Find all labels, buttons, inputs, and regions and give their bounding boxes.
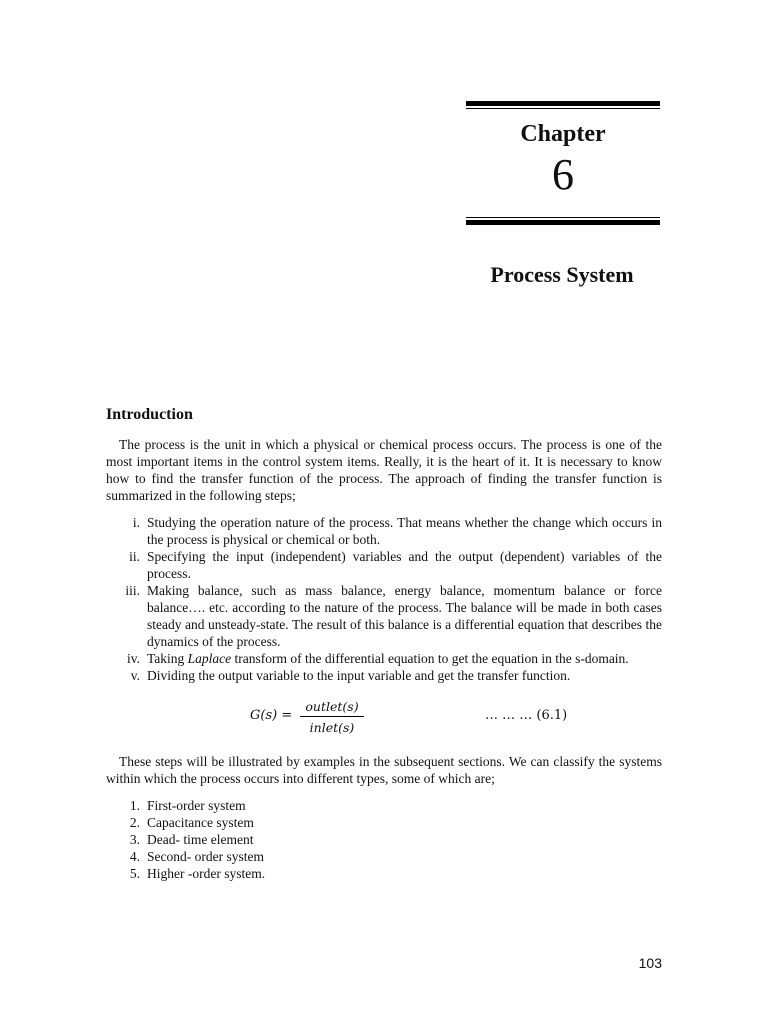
system-text: Second- order system: [147, 849, 264, 864]
step-text: [147, 650, 662, 667]
system-text: Dead- time element: [147, 832, 254, 847]
system-text: First-order system: [147, 798, 246, 813]
step-number: i.: [132, 515, 140, 530]
step-number: v.: [130, 668, 140, 683]
chapter-title: Process System: [490, 262, 634, 287]
list-item: [106, 548, 662, 582]
step-number: iii.: [125, 583, 140, 598]
step-text: Dividing the output variable to the input variable and get the transfer function.: [147, 668, 571, 683]
list-item: [106, 667, 662, 684]
list-item: [106, 797, 506, 814]
system-number: 5.: [129, 866, 140, 881]
list-item: [106, 650, 662, 667]
system-number: 3.: [129, 832, 140, 847]
list-item: [106, 831, 506, 848]
list-item: [106, 514, 662, 548]
step-text: Specifying the input (independent) variables and the output (dependent) variables of the process.: [147, 549, 662, 581]
step-number: ii.: [129, 549, 140, 564]
equation-lhs: G(s) =: [250, 708, 293, 723]
list-item: [106, 848, 506, 865]
system-text: Higher -order system.: [147, 866, 266, 881]
equation-fraction: [300, 698, 364, 736]
steps-list: [106, 514, 662, 684]
system-number: 2.: [129, 815, 140, 830]
chapter-label: Chapter: [520, 121, 606, 147]
step-text-after: transform of the differential equation to get the equation in the s-domain.: [231, 651, 629, 666]
chapter-number: 6: [552, 150, 574, 199]
system-number: 4.: [129, 849, 140, 864]
chapter-header: [466, 101, 660, 225]
equation-numerator: outlet(s): [305, 699, 359, 714]
bottom-thick-rule: [466, 220, 660, 225]
systems-list: [106, 797, 506, 882]
equation-denominator: inlet(s): [309, 720, 355, 735]
step-text: Making balance, such as mass balance, energy balance, momentum balance or force balance…. etc. according to the nature of the process. The balance will be made in both cases steady and unsteady-state. The result of this balance is a differential equation that describes the dynamics of the process.: [147, 583, 662, 649]
classification-paragraph: These steps will be illustrated by examples in the subsequent sections. We can classify the systems within which the process occurs into different types, some of which are;: [106, 754, 662, 786]
section-heading-introduction: Introduction: [106, 406, 193, 423]
laplace-term: Laplace: [187, 651, 232, 666]
fraction-bar: [300, 716, 364, 717]
top-thick-rule: [466, 101, 660, 106]
list-item: [106, 814, 506, 831]
top-thin-rule: [466, 108, 660, 109]
list-item: [106, 582, 662, 650]
step-text-before: Taking: [147, 651, 188, 666]
system-number: 1.: [129, 798, 140, 813]
transfer-function-equation: [240, 698, 600, 736]
list-item: [106, 865, 506, 882]
bottom-thin-rule: [466, 217, 660, 218]
equation-number: … … … (6.1): [485, 708, 568, 723]
step-text: Studying the operation nature of the process. That means whether the change which occurs in the process is physical or chemical or both.: [147, 515, 662, 547]
system-text: Capacitance system: [147, 815, 254, 830]
page-number: 103: [638, 955, 662, 971]
step-number: iv.: [127, 651, 140, 666]
intro-paragraph: The process is the unit in which a physical or chemical process occurs. The process is one of the most important items in the control system items. Really, it is the heart of it. It is necessary to know how to find the transfer function of the process. The approach of finding the transfer function is summarized in the following steps;: [106, 437, 662, 503]
